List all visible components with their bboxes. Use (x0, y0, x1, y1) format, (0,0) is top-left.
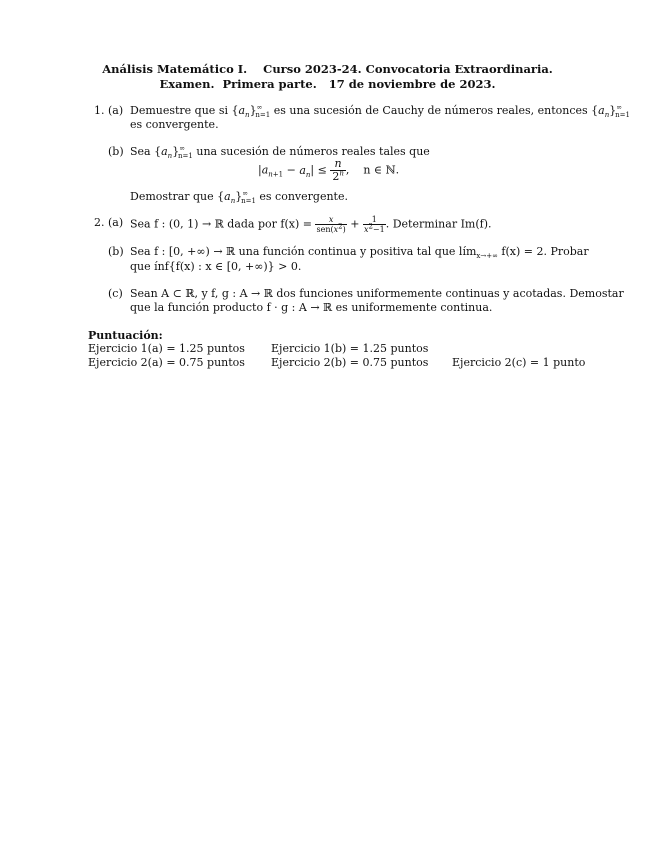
question-2a-text-pre: Sea f : (0, 1) → ℝ dada por f(x) = (130, 217, 312, 231)
question-2c-line-2: que la función producto f · g : A → ℝ es uniformemente continua. (130, 301, 493, 314)
header-line-2: Examen. Primera parte. 17 de noviembre de 2023. (159, 77, 496, 91)
score-1b: Ejercicio 1(b) = 1.25 puntos (271, 342, 429, 355)
score-1a: Ejercicio 1(a) = 1.25 puntos (88, 342, 245, 355)
question-2c-line-1: Sean A ⊂ ℝ, y f, g : A → ℝ dos funciones uniformemente continuas y acotadas. Demostar (130, 287, 624, 300)
exam-header (0, 62, 655, 92)
question-1b-label: (b) (108, 145, 124, 158)
score-2c: Ejercicio 2(c) = 1 punto (452, 356, 586, 369)
question-2a-text-post: . Determinar Im(f). (385, 217, 492, 231)
score-2b: Ejercicio 2(b) = 0.75 puntos (271, 356, 429, 369)
question-1b-text-pre: Sea (130, 145, 151, 158)
question-1b-text3-pre: Demostrar que (130, 190, 214, 203)
question-1-number: 1. (94, 104, 105, 117)
question-2b-line-1 (130, 244, 589, 259)
question-1b-formula-tail: n ∈ ℕ. (363, 163, 400, 177)
question-2a-label: (a) (108, 216, 124, 229)
question-2b-label: (b) (108, 245, 124, 258)
score-2a: Ejercicio 2(a) = 0.75 puntos (88, 356, 245, 369)
question-2b-line1-text: Sea f : [0, +∞) → ℝ una función continua y positiva tal que lím (130, 245, 477, 258)
question-1b-line-3: Demostrar que $\{a_n\}^\infty_{n=1}$ es convergente. (130, 189, 348, 206)
question-1a-text-mid: es una sucesión de Cauchy de números reales, entonces (273, 104, 588, 117)
question-2b-line1-tail: f(x) = 2. Probar (501, 245, 589, 258)
question-2-number: 2. (94, 216, 105, 229)
question-1a-line-2: es convergente. (130, 118, 219, 131)
question-2b-limit-sub: x→+∞ (476, 252, 498, 261)
question-2a-line: Sea f : (0, 1) → ℝ dada por f(x) = $\frac{x}{sen(x^2)}$ + $\frac{1}{x^2-1}$ . Determinar Im(f). (130, 215, 492, 234)
header-line-1: Análisis Matemático I. Curso 2023-24. Convocatoria Extraordinaria. (102, 62, 553, 76)
scoring-title: Puntuación: (88, 329, 163, 342)
question-2c-label: (c) (108, 287, 123, 300)
question-1a-label: (a) (108, 104, 124, 117)
question-1b-formula: $|a_{n+1} - a_n|$ ≤ $\frac{n}{2^n}$ , n ∈ ℕ. (258, 157, 400, 183)
question-1b-line-1: Sea $\{a_n\}^\infty_{n=1}$ una sucesión de números reales tales que (130, 144, 430, 161)
question-2b-line-2: que ínf{f(x) : x ∈ [0, +∞)} > 0. (130, 260, 302, 273)
question-1b-text3-post: es convergente. (259, 190, 348, 203)
question-1a-text-pre: Demuestre que si (130, 104, 228, 117)
question-1b-text-post: una sucesión de números reales tales que (196, 145, 430, 158)
question-1a-line-1: Demuestre que si $\{a_n\}^\infty_{n=1}$ es una sucesión de Cauchy de números reales, entonces $\{a_n\}^\infty_{n=1}$ (130, 103, 630, 120)
